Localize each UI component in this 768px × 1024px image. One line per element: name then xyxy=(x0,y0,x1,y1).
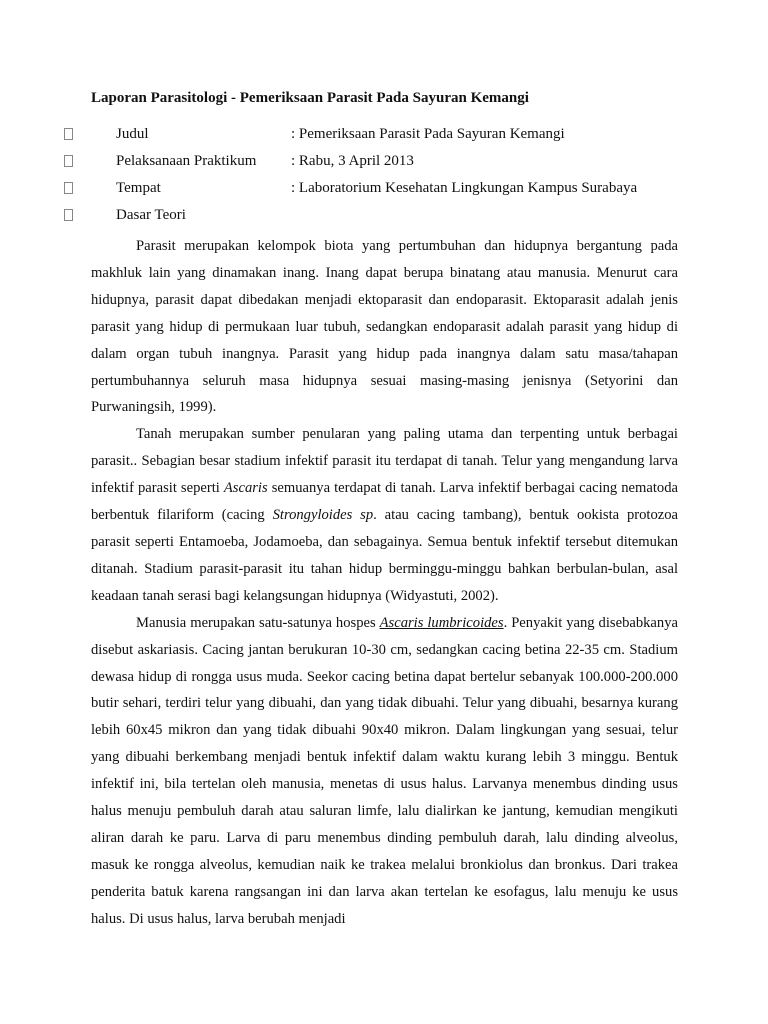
meta-list xyxy=(0,126,768,234)
paragraph-1: Parasit merupakan kelompok biota yang pertumbuhan dan hidupnya bergantung pada makhluk lain yang dinamakan inang. Inang dapat berupa binatang atau manusia. Menurut cara hidupnya, parasit dapat dibedakan menjadi ektoparasit dan endoparasit. Ektoparasit adalah jenis parasit yang hidup di permukaan luar tubuh, sedangkan endoparasit adalah parasit yang hidup di dalam organ tubuh inangnya. Parasit yang hidup pada inangnya dalam satu masa/tahapan pertumbuhannya seluruh masa hidupnya sesuai masing-masing jenisnya (Setyorini dan Purwaningsih, 1999). xyxy=(91,238,678,416)
meta-row-tempat xyxy=(0,180,768,207)
paragraph-text: . Penyakit yang disebabkanya disebut askariasis. Cacing jantan berukuran 10-30 cm, sedangkan cacing betina 22-35 cm. Stadium dewasa hidup di rongga usus muda. Seekor cacing betina dapat bertelur sebanyak 100.000-200.000 butir sehari, terdiri telur yang dibuahi, dan yang tidak dibuahi. Telur yang dibuahi, besarnya kurang lebih 60x45 mikron dan yang tidak dibuahi 90x40 mikron. Dalam lingkungan yang sesuai, telur yang dibuahi berkembang menjadi bentuk infektif dalam waktu kurang lebih 3 minggu. Bentuk infektif ini, bila tertelan oleh manusia, menetas di usus halus. Larvanya menembus dinding usus halus menuju pembuluh darah atau saluran limfe, lalu dialirkan ke jantung, kemudian mengikuti aliran darah ke paru. Larva di paru menembus dinding pembuluh darah, lalu dinding alveolus, masuk ke rongga alveolus, kemudian naik ke trakea melalui bronkiolus dan bronkus. Dari trakea penderita batuk karena rangsangan ini dan larva akan tertelan ke esofagus, lalu menuju ke usus halus. Di usus halus, larva berubah menjadi xyxy=(91,614,678,927)
bullet-icon xyxy=(64,155,73,167)
meta-label: Tempat xyxy=(116,180,161,196)
meta-row-pelaksanaan xyxy=(0,153,768,180)
document-body xyxy=(91,233,678,933)
species-name: Strongyloides sp xyxy=(272,507,374,524)
meta-row-judul xyxy=(0,126,768,153)
bullet-icon xyxy=(64,128,73,140)
bullet-icon xyxy=(64,182,73,194)
meta-value: : Laboratorium Kesehatan Lingkungan Kampus Surabaya xyxy=(291,180,638,196)
meta-value: : Rabu, 3 April 2013 xyxy=(291,153,414,169)
meta-label: Dasar Teori xyxy=(116,207,186,223)
species-name: Ascaris xyxy=(223,480,268,497)
paragraph-text: . atau cacing tambang), bentuk ookista protozoa parasit seperti Entamoeba, Jodamoeba, dan sebagainya. Semua bentuk infektif tersebut ditemukan ditanah. Stadium parasit-parasit itu tahan hidup berminggu-minggu bahkan berbulan-bulan, asal keadaan tanah serasi bagi kelangsungan hidupnya (Widyastuti, 2002). xyxy=(91,507,679,604)
document-title: Laporan Parasitologi - Pemeriksaan Parasit Pada Sayuran Kemangi xyxy=(91,90,529,106)
meta-row-dasar-teori xyxy=(0,207,768,234)
ascaris-lumbricoides-link[interactable]: Ascaris lumbricoides xyxy=(379,614,504,631)
paragraph-text: Manusia merupakan satu-satunya hospes xyxy=(136,614,380,631)
meta-label: Judul xyxy=(116,126,149,142)
meta-value: : Pemeriksaan Parasit Pada Sayuran Kemangi xyxy=(291,126,565,142)
paragraph-text: Tanah merupakan sumber penularan yang paling utama dan terpenting untuk berbagai parasit.. Sebagian besar stadium infektif parasit itu terdapat di tanah. Telur yang mengandung larva infektif parasit seperti xyxy=(91,426,678,497)
paragraph-text: semuanya terdapat di tanah. Larva infektif berbagai cacing nematoda berbentuk filariform (cacing xyxy=(91,480,678,524)
meta-label: Pelaksanaan Praktikum xyxy=(116,153,257,169)
paragraph-2 xyxy=(91,421,678,609)
bullet-icon xyxy=(64,209,73,221)
paragraph-3 xyxy=(91,610,678,933)
